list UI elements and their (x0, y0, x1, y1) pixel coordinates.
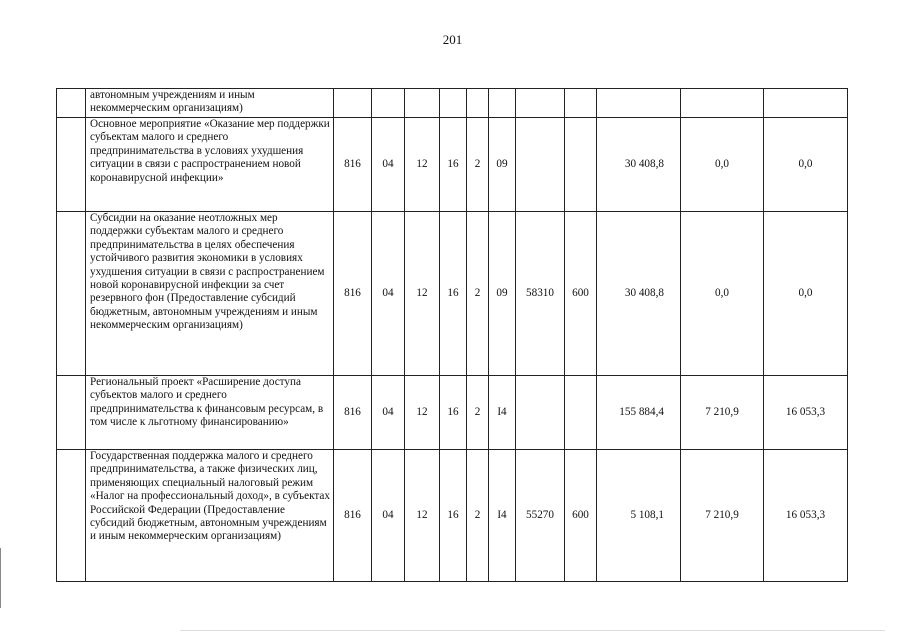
event-code-cell: 09 (489, 118, 516, 212)
ministry-code-cell: 816 (334, 376, 372, 450)
section-code-cell: 04 (372, 118, 405, 212)
direction-code-cell: 58310 (516, 212, 565, 376)
scan-edge-line (0, 548, 1, 608)
amount-year3-cell: 0,0 (764, 118, 848, 212)
ministry-code-cell: 816 (334, 450, 372, 582)
amount-year3-cell: 16 053,3 (764, 450, 848, 582)
table-row (57, 118, 848, 212)
description-cell: автономным учреждениям и иным некоммерческим организациям) (86, 89, 334, 118)
row-number-cell (57, 376, 86, 450)
program-code-cell: 16 (440, 118, 467, 212)
row-number-cell (57, 118, 86, 212)
amount-year3-cell: 0,0 (764, 212, 848, 376)
row-number-cell (57, 450, 86, 582)
amount-year2-cell (681, 89, 764, 118)
description-cell: Основное мероприятие «Оказание мер поддержки субъектам малого и среднего предпринимательства в условиях ухудшения ситуации в связи с распространением новой коронавирусной инфекции» (86, 118, 334, 212)
subprogram-code-cell: 2 (467, 212, 489, 376)
expense-type-cell (565, 89, 597, 118)
expense-type-cell (565, 376, 597, 450)
expense-type-cell (565, 118, 597, 212)
description-cell: Субсидии на оказание неотложных мер поддержки субъектам малого и среднего предпринимательства в целях обеспечения устойчивого развития экономики в условиях ухудшения ситуации в связи с распространением новой коронавирусной инфекции за счет резервного фон (Предоставление субсидий бюджетным, автономным учреждениям и иным некоммерческим организациям) (86, 212, 334, 376)
amount-year3-cell: 16 053,3 (764, 376, 848, 450)
amount-year1-cell (597, 89, 681, 118)
direction-code-cell: 55270 (516, 450, 565, 582)
subprogram-code-cell: 2 (467, 118, 489, 212)
row-number-cell (57, 212, 86, 376)
table-row (57, 212, 848, 376)
expense-type-cell: 600 (565, 450, 597, 582)
amount-year2-cell: 0,0 (681, 118, 764, 212)
subsection-code-cell: 12 (405, 450, 440, 582)
amount-year1-cell: 30 408,8 (597, 212, 681, 376)
section-code-cell: 04 (372, 212, 405, 376)
subsection-code-cell: 12 (405, 118, 440, 212)
table-row (57, 376, 848, 450)
subsection-code-cell: 12 (405, 212, 440, 376)
scan-bottom-line (180, 630, 885, 631)
subsection-code-cell: 12 (405, 376, 440, 450)
ministry-code-cell: 816 (334, 118, 372, 212)
subprogram-code-cell: 2 (467, 450, 489, 582)
ministry-code-cell: 816 (334, 212, 372, 376)
subprogram-code-cell: 2 (467, 376, 489, 450)
table-row (57, 89, 848, 118)
page-number: 201 (442, 32, 463, 47)
expense-type-cell: 600 (565, 212, 597, 376)
description-cell: Региональный проект «Расширение доступа субъектов малого и среднего предпринимательства к финансовым ресурсам, в том числе к льготному финансированию» (86, 376, 334, 450)
section-code-cell: 04 (372, 450, 405, 582)
subsection-code-cell (405, 89, 440, 118)
program-code-cell: 16 (440, 212, 467, 376)
section-code-cell (372, 89, 405, 118)
amount-year2-cell: 0,0 (681, 212, 764, 376)
program-code-cell (440, 89, 467, 118)
program-code-cell: 16 (440, 450, 467, 582)
amount-year1-cell: 30 408,8 (597, 118, 681, 212)
table-row (57, 450, 848, 582)
description-cell: Государственная поддержка малого и среднего предпринимательства, а также физических лиц, применяющих специальный налоговый режим «Налог на профессиональный доход», в субъектах Российской Федерации (Предоставление субсидий бюджетным, автономным учреждениям и иным некоммерческим организациям) (86, 450, 334, 582)
ministry-code-cell (334, 89, 372, 118)
amount-year1-cell: 155 884,4 (597, 376, 681, 450)
program-code-cell: 16 (440, 376, 467, 450)
event-code-cell: I4 (489, 450, 516, 582)
event-code-cell: 09 (489, 212, 516, 376)
amount-year3-cell (764, 89, 848, 118)
amount-year1-cell: 5 108,1 (597, 450, 681, 582)
section-code-cell: 04 (372, 376, 405, 450)
direction-code-cell (516, 376, 565, 450)
direction-code-cell (516, 118, 565, 212)
event-code-cell (489, 89, 516, 118)
subprogram-code-cell (467, 89, 489, 118)
direction-code-cell (516, 89, 565, 118)
event-code-cell: I4 (489, 376, 516, 450)
row-number-cell (57, 89, 86, 118)
amount-year2-cell: 7 210,9 (681, 450, 764, 582)
budget-table (56, 88, 848, 582)
amount-year2-cell: 7 210,9 (681, 376, 764, 450)
